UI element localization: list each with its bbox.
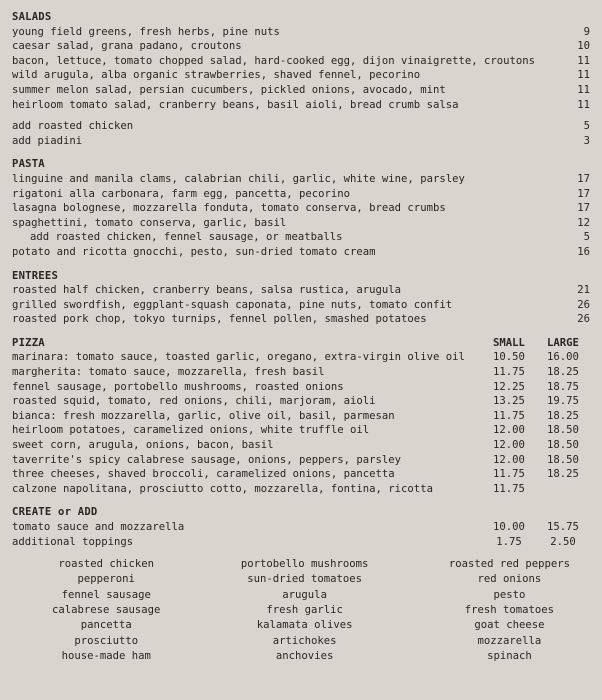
item-price: 26 [577, 313, 590, 326]
menu-item [12, 201, 590, 216]
salads-section [12, 10, 590, 148]
large-price: 16.00 [547, 351, 579, 364]
small-price: 11.75 [493, 366, 525, 379]
menu-item [12, 423, 590, 438]
item-name: young field greens, fresh herbs, pine nuts [12, 25, 280, 38]
large-price: 2.50 [550, 535, 576, 548]
topping-item: artichokes [272, 634, 337, 647]
topping-item: anchovies [275, 649, 334, 662]
topping-item: sun-dried tomatoes [247, 573, 363, 586]
small-price: 13.25 [493, 395, 525, 408]
toppings-column [241, 557, 369, 664]
large-price: 18.50 [547, 439, 579, 452]
small-price: 12.00 [493, 424, 525, 437]
addon-item [12, 119, 590, 134]
item-name: potato and ricotta gnocchi, pesto, sun-dried tomato cream [12, 245, 376, 258]
item-price: 3 [583, 134, 590, 147]
entrees-section [12, 269, 590, 327]
item-name: heirloom tomato salad, cranberry beans, basil aioli, bread crumb salsa [12, 98, 459, 111]
item-name: margherita: tomato sauce, mozzarella, fresh basil [12, 366, 325, 379]
section-heading-pizza: PIZZA [12, 336, 45, 349]
topping-item: kalamata olives [256, 619, 353, 632]
spacer [12, 327, 590, 336]
item-name: heirloom potatoes, caramelized onions, white truffle oil [12, 424, 370, 437]
menu-item [12, 172, 590, 187]
item-price: 17 [577, 172, 590, 185]
topping-item: calabrese sausage [52, 604, 161, 617]
small-price: 10.00 [493, 521, 525, 533]
small-price: 11.75 [493, 482, 525, 495]
item-price: 11 [577, 69, 590, 82]
menu-item [12, 298, 590, 313]
menu-item [12, 83, 590, 98]
topping-item: fresh garlic [266, 604, 343, 617]
small-price: 10.50 [493, 351, 525, 364]
large-price: 19.75 [547, 395, 579, 408]
item-name: grilled swordfish, eggplant-squash caponata, pine nuts, tomato confit [12, 298, 453, 311]
item-price: 26 [577, 298, 590, 311]
item-name: spaghettini, tomato conserva, garlic, basil [12, 216, 287, 229]
item-name: three cheeses, shaved broccoli, caramelized onions, pancetta [12, 468, 395, 481]
item-name: sweet corn, arugula, onions, bacon, basil [12, 439, 274, 452]
large-price: 18.75 [547, 380, 579, 393]
item-name: caesar salad, grana padano, croutons [12, 40, 242, 53]
small-price: 1.75 [496, 535, 522, 548]
topping-item: roasted red peppers [448, 558, 570, 571]
toppings-list [12, 549, 590, 664]
spacer [12, 148, 590, 157]
item-price: 10 [577, 40, 590, 53]
menu-item [12, 187, 590, 202]
large-price: 18.25 [547, 409, 579, 422]
topping-item: fresh tomatoes [464, 604, 555, 617]
pizza-header-row [12, 336, 590, 351]
topping-item: spinach [487, 649, 532, 662]
item-price: 17 [577, 187, 590, 200]
item-name: rigatoni alla carbonara, farm egg, pancetta, pecorino [12, 187, 351, 200]
menu-item [12, 98, 590, 113]
menu-item [12, 54, 590, 69]
section-heading-create: CREATE or ADD [12, 506, 98, 519]
item-price: 16 [577, 245, 590, 258]
menu-item [12, 68, 590, 83]
topping-item: red onions [477, 573, 542, 586]
spacer [12, 260, 590, 269]
small-price: 11.75 [493, 468, 525, 481]
menu-item [12, 312, 590, 327]
item-name: taverrite's spicy calabrese sausage, onions, peppers, parsley [12, 453, 402, 466]
menu-item [12, 245, 590, 260]
large-price: 18.50 [547, 453, 579, 466]
menu-item [12, 350, 590, 365]
topping-item: arugula [282, 588, 327, 601]
topping-item: prosciutto [74, 634, 139, 647]
toppings-column [52, 557, 160, 664]
item-name: fennel sausage, portobello mushrooms, roasted onions [12, 380, 344, 393]
topping-item: house-made ham [61, 649, 151, 662]
item-name: add roasted chicken [12, 120, 134, 133]
menu-item [12, 467, 590, 482]
menu-item [12, 394, 590, 409]
item-price: 5 [583, 231, 590, 244]
menu-item [12, 365, 590, 380]
section-heading-pasta: PASTA [12, 158, 45, 171]
spacer [12, 112, 590, 119]
small-price: 12.00 [493, 453, 525, 466]
section-heading-entrees: ENTREES [12, 269, 59, 282]
addon-item [12, 134, 590, 149]
menu-item [12, 482, 590, 497]
topping-item: roasted chicken [58, 558, 155, 571]
item-name: bacon, lettuce, tomato chopped salad, hard-cooked egg, dijon vinaigrette, croutons [12, 54, 535, 67]
small-price: 12.00 [493, 439, 525, 452]
menu-item [12, 380, 590, 395]
item-name: roasted squid, tomato, red onions, chili, marjoram, aioli [12, 395, 376, 408]
menu-item [12, 520, 590, 535]
item-name: add roasted chicken, fennel sausage, or meatballs [30, 231, 343, 244]
topping-item: pepperoni [77, 573, 135, 586]
toppings-column [449, 557, 570, 664]
menu-item [12, 453, 590, 468]
menu-item [12, 39, 590, 54]
large-column-label: LARGE [547, 336, 579, 349]
item-price: 9 [583, 25, 590, 38]
pizza-section [12, 336, 590, 497]
item-name: lasagna bolognese, mozzarella fonduta, tomato conserva, bread crumbs [12, 202, 446, 215]
item-name: add piadini [12, 134, 83, 147]
item-name: marinara: tomato sauce, toasted garlic, oregano, extra-virgin olive oil [12, 351, 465, 364]
menu-item [12, 409, 590, 424]
topping-item: fennel sausage [61, 588, 151, 601]
item-name: linguine and manila clams, calabrian chili, garlic, white wine, parsley [12, 172, 465, 185]
item-price: 17 [577, 202, 590, 215]
topping-item: pancetta [80, 619, 132, 632]
item-name: wild arugula, alba organic strawberries, shaved fennel, pecorino [12, 69, 421, 82]
menu-item [12, 216, 590, 231]
topping-item: mozzarella [477, 634, 542, 647]
small-price: 11.75 [493, 409, 525, 422]
item-price: 21 [577, 284, 590, 297]
small-column-label: SMALL [493, 336, 525, 349]
section-heading-salads: SALADS [12, 11, 52, 23]
menu-item [12, 283, 590, 298]
item-price: 11 [577, 83, 590, 96]
pasta-section [12, 157, 590, 259]
topping-item: portobello mushrooms [240, 558, 369, 571]
item-name: bianca: fresh mozzarella, garlic, olive oil, basil, parmesan [12, 409, 395, 422]
menu-item [12, 438, 590, 453]
item-price: 5 [583, 120, 590, 133]
large-price: 18.25 [547, 468, 579, 481]
item-name: calzone napolitana, prosciutto cotto, mozzarella, fontina, ricotta [12, 482, 433, 495]
item-name: summer melon salad, persian cucumbers, pickled onions, avocado, mint [12, 83, 446, 96]
item-price: 11 [577, 98, 590, 111]
large-price: 15.75 [547, 521, 579, 533]
addon-item [12, 230, 590, 245]
menu-item [12, 25, 590, 40]
item-name: additional toppings [12, 535, 134, 548]
topping-item: goat cheese [474, 619, 545, 632]
large-price: 18.25 [547, 366, 579, 379]
item-name: tomato sauce and mozzarella [12, 521, 185, 533]
item-name: roasted half chicken, cranberry beans, salsa rustica, arugula [12, 284, 402, 297]
small-price: 12.25 [493, 380, 525, 393]
large-price [536, 482, 590, 497]
spacer [12, 496, 590, 505]
item-price: 12 [577, 216, 590, 229]
large-price: 18.50 [547, 424, 579, 437]
menu-item [12, 535, 590, 550]
item-name: roasted pork chop, tokyo turnips, fennel pollen, smashed potatoes [12, 313, 427, 326]
topping-item: pesto [493, 588, 526, 601]
item-price: 11 [577, 54, 590, 67]
create-section [12, 505, 590, 549]
